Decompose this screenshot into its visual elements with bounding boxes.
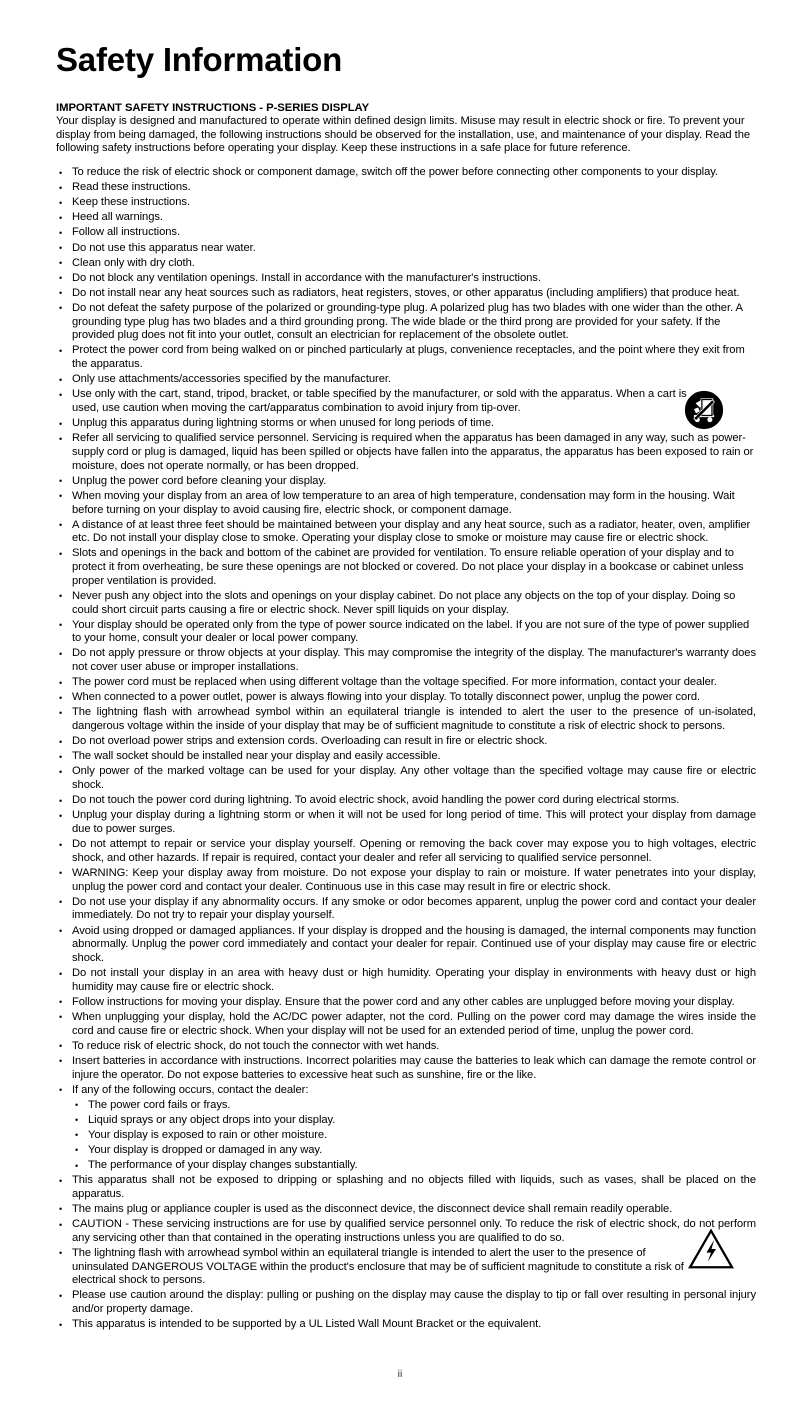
list-item: • Follow instructions for moving your display. Ensure that the power cord and any other cables are unplugged before moving your display. (56, 996, 756, 1010)
list-item: • The performance of your display changes substantially. (72, 1159, 756, 1173)
list-item: • To reduce risk of electric shock, do not touch the connector with wet hands. (56, 1040, 756, 1054)
list-item: • Liquid sprays or any object drops into your display. (72, 1114, 756, 1128)
list-item: • Do not use this apparatus near water. (56, 242, 756, 256)
safety-instructions-list-continued (56, 1174, 756, 1332)
list-item: • Avoid using dropped or damaged appliances. If your display is dropped and the housing is damaged, the internal components may function abnormally. Unplug the power cord immediately and contact your dealer for repair. Continued use of your display may cause fire or electric shock. (56, 925, 756, 966)
list-item: • When connected to a power outlet, power is always flowing into your display. To totally disconnect power, unplug the power cord. (56, 691, 756, 705)
footer-page-number: ii (397, 1368, 403, 1380)
list-item: • The lightning flash with arrowhead symbol within an equilateral triangle is intended to alert the user to the presence of un-isolated, dangerous voltage within the inside of your display that may be of sufficient magnitude to constitute a risk of electric shock to persons. (56, 706, 756, 733)
list-item: • Only use attachments/accessories specified by the manufacturer. (56, 373, 756, 387)
list-item: • Unplug your display during a lightning storm or when it will not be used for long period of time. This will protect your display from damage due to power surges. (56, 809, 756, 836)
list-item: • Insert batteries in accordance with instructions. Incorrect polarities may cause the batteries to leak which can damage the remote control or injure the operator. Do not expose batteries to excessive heat such as sunshine, fire or the like. (56, 1055, 756, 1082)
lightning-bolt-triangle-warning-icon (688, 1228, 734, 1270)
list-item: • Your display is dropped or damaged in any way. (72, 1144, 756, 1158)
intro-paragraph: Your display is designed and manufactured to operate within defined design limits. Misuse may result in electric shock or fire. To prevent your display from being damaged, the following instructions should be observed for the installation, use, and maintenance of your display. Read the following safety instructions before operating your display. Keep these instructions in a safe place for future reference. (56, 115, 751, 155)
list-item: • Clean only with dry cloth. (56, 257, 756, 271)
safety-instructions-list-nested (56, 1099, 756, 1173)
list-item: • This apparatus is intended to be supported by a UL Listed Wall Mount Bracket or the equivalent. (56, 1318, 756, 1332)
list-item: • The power cord fails or frays. (72, 1099, 756, 1113)
list-item: • Do not install your display in an area with heavy dust or high humidity. Operating your display in environments with heavy dust or high humidity may cause fire or electric shock. (56, 967, 756, 994)
list-item: • Do not attempt to repair or service your display yourself. Opening or removing the back cover may expose you to high voltages, electric shock, and other hazards. If repair is required, contact your dealer and refer all servicing to qualified service personnel. (56, 838, 756, 865)
list-item: • When moving your display from an area of low temperature to an area of high temperature, condensation may form in the housing. Wait before turning on your display to avoid causing fire, electric shock, or component damage. (56, 490, 756, 517)
list-item: • This apparatus shall not be exposed to dripping or splashing and no objects filled with liquids, such as vases, shall be placed on the apparatus. (56, 1174, 756, 1201)
list-item: • Your display should be operated only from the type of power source indicated on the label. If you are not sure of the type of power supplied to your home, consult your dealer or local power company. (56, 619, 756, 646)
list-item: • The wall socket should be installed near your display and easily accessible. (56, 750, 756, 764)
page-title: Safety Information (56, 41, 343, 78)
list-item: • Refer all servicing to qualified service personnel. Servicing is required when the apparatus has been damaged in any way, such as power-supply cord or plug is damaged, liquid has been spilled or objects have fallen into the apparatus, the apparatus has been exposed to rain or moisture, does not operate normally, or has been dropped. (56, 432, 756, 473)
list-item: • The lightning flash with arrowhead symbol within an equilateral triangle is intended to alert the user to the presence of uninsulated DANGEROUS VOLTAGE within the product's enclosure that may be of sufficient magnitude to constitute a risk of electrical shock to persons. (56, 1247, 696, 1288)
list-item: • Your display is exposed to rain or other moisture. (72, 1129, 756, 1143)
list-item: • Read these instructions. (56, 181, 756, 195)
list-item: • Use only with the cart, stand, tripod, bracket, or table specified by the manufacturer, or sold with the apparatus. When a cart is used, use caution when moving the cart/apparatus combination to avoid injury from tip-over. (56, 388, 692, 415)
list-item: • Keep these instructions. (56, 196, 756, 210)
list-item: • WARNING: Keep your display away from moisture. Do not expose your display to rain or moisture. If water penetrates into your display, unplug the power cord and contact your dealer. Continuous use in this case may result in fire or electric shock. (56, 867, 756, 894)
list-item: • Only power of the marked voltage can be used for your display. Any other voltage than the specified voltage may cause fire or electric shock. (56, 765, 756, 792)
list-item: • The mains plug or appliance coupler is used as the disconnect device, the disconnect device shall remain readily operable. (56, 1203, 756, 1217)
section-heading: IMPORTANT SAFETY INSTRUCTIONS - P-SERIES DISPLAY (56, 102, 370, 115)
list-item: • Please use caution around the display: pulling or pushing on the display may cause the display to tip or fall over resulting in personal injury and/or property damage. (56, 1289, 756, 1316)
list-item: • Never push any object into the slots and openings on your display cabinet. Do not place any objects on the top of your display. Doing so could short circuit parts causing a fire or electric shock. Never spill liquids on your display. (56, 590, 756, 617)
list-item: • If any of the following occurs, contact the dealer: (56, 1084, 756, 1098)
list-item: • To reduce the risk of electric shock or component damage, switch off the power before connecting other components to your display. (56, 166, 756, 180)
page-content (56, 42, 756, 1333)
list-item: • When unplugging your display, hold the AC/DC power adapter, not the cord. Pulling on the power cord may damage the wires inside the cord and cause fire or electric shock. When your display will not be used for an extended period of time, unplug the power cord. (56, 1011, 756, 1038)
list-item: • The power cord must be replaced when using different voltage than the voltage specified. For more information, contact your dealer. (56, 676, 756, 690)
no-cart-prohibition-icon (683, 389, 725, 431)
list-item: • Heed all warnings. (56, 211, 756, 225)
list-item: • Do not block any ventilation openings. Install in accordance with the manufacturer's instructions. (56, 272, 756, 286)
list-item: • Protect the power cord from being walked on or pinched particularly at plugs, convenience receptacles, and the point where they exit from the apparatus. (56, 344, 756, 371)
list-item: • Follow all instructions. (56, 226, 756, 240)
list-item: • Do not install near any heat sources such as radiators, heat registers, stoves, or other apparatus (including amplifiers) that produce heat. (56, 287, 756, 301)
list-item: • Unplug the power cord before cleaning your display. (56, 475, 756, 489)
list-item: • Do not defeat the safety purpose of the polarized or grounding-type plug. A polarized plug has two blades with one wider than the other. A grounding type plug has two blades and a third grounding prong. The wide blade or the third prong are provided for your safety. If the provided plug does not fit into your outlet, consult an electrician for replacement of the obsolete outlet. (56, 302, 756, 343)
list-item: • Unplug this apparatus during lightning storms or when unused for long periods of time. (56, 417, 756, 431)
list-item: • Slots and openings in the back and bottom of the cabinet are provided for ventilation. To ensure reliable operation of your display and to protect it from overheating, be sure these openings are not blocked or covered. Do not place your display in a bookcase or cabinet unless proper ventilation is provided. (56, 547, 756, 588)
safety-instructions-list-primary (56, 166, 756, 1097)
list-item: • Do not touch the power cord during lightning. To avoid electric shock, avoid handling the power cord during electrical storms. (56, 794, 756, 808)
list-item: • A distance of at least three feet should be maintained between your display and any heat source, such as a radiator, heater, oven, amplifier etc. Do not install your display close to smoke. Operating your display close to smoke or moisture may cause fire or electric shock. (56, 519, 756, 546)
list-item: • Do not overload power strips and extension cords. Overloading can result in fire or electric shock. (56, 735, 756, 749)
list-item: • Do not apply pressure or throw objects at your display. This may compromise the integrity of the display. The manufacturer's warranty does not cover user abuse or improper installations. (56, 647, 756, 674)
list-item: • Do not use your display if any abnormality occurs. If any smoke or odor becomes apparent, unplug the power cord and contact your dealer immediately. Do not try to repair your display yourself. (56, 896, 756, 923)
list-item: • CAUTION - These servicing instructions are for use by qualified service personnel only. To reduce the risk of electric shock, do not perform any servicing other than that contained in the operating instructions unless you are qualified to do so. (56, 1218, 756, 1245)
